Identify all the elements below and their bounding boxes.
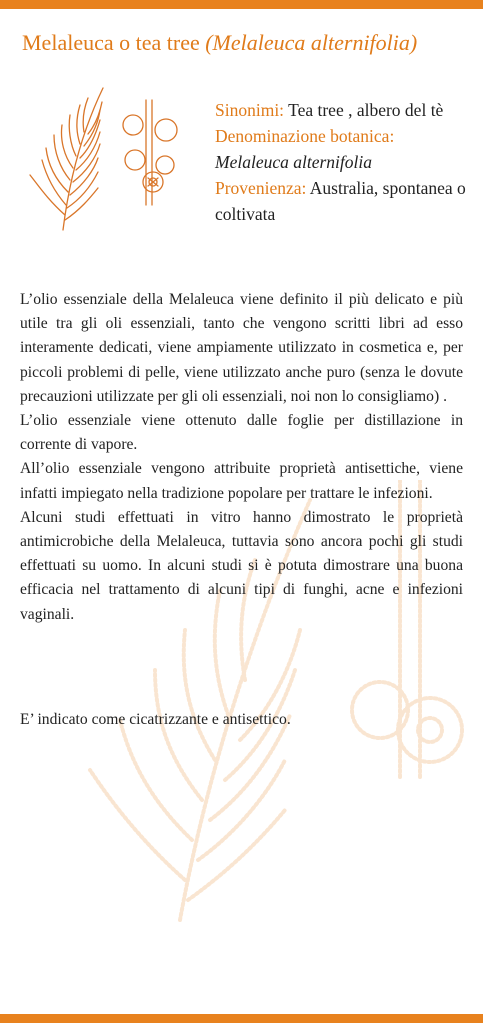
plant-info: [215, 97, 470, 227]
sinonimi-value: Tea tree , albero del tè: [288, 100, 444, 120]
provenienza-label: Provenienza:: [215, 178, 307, 198]
paragraph-1: L’olio essenziale della Melaleuca viene definito il più delicato e più utile tra gli oli essenziali, tanto che vengono scritti libri ad esso interamente dedicati, viene ampiamente utilizzato in cosmetica e, per piccoli problemi di pelle, viene utilizzato anche puro (senza le dovute precauzioni utilizzate per gli oli essenziali, noi non lo consigliamo) .: [20, 291, 463, 405]
provenienza-value: Australia, spontanea o coltivata: [215, 178, 466, 224]
melaleuca-illustration: [18, 80, 193, 240]
paragraph-3: All’olio essenziale vengono attribuite proprietà antisettiche, viene infatti impiegato nella tradizione popolare per trattare le infezioni.: [20, 460, 463, 502]
closing-text: E’ indicato come cicatrizzante e antisettico.: [20, 711, 291, 728]
description-text: [20, 288, 463, 627]
sinonimi-label: Sinonimi:: [215, 100, 285, 120]
denominazione-label: Denominazione botanica:: [215, 126, 395, 146]
sinonimi-row: [215, 97, 470, 123]
page-title: [22, 30, 472, 56]
title-common-name: Melaleuca o tea tree: [22, 30, 200, 55]
paragraph-4: Alcuni studi effettuati in vitro hanno dimostrato le proprietà antimicrobiche della Melaleuca, tuttavia sono ancora pochi gli studi effettuati su uomo. In alcuni studi si è potuta dimostrare una buona efficacia nel trattamento di alcuni tipi di funghi, acne e infezioni vaginali.: [20, 508, 463, 623]
paragraph-2: L’olio essenziale viene ottenuto dalle foglie per distillazione in corrente di vapore.: [20, 412, 463, 454]
bottom-accent-bar: [0, 1014, 483, 1023]
provenienza-row: [215, 175, 470, 227]
title-botanical-name: (Melaleuca alternifolia): [205, 30, 418, 55]
denominazione-value: Melaleuca alternifolia: [215, 152, 372, 172]
top-accent-bar: [0, 0, 483, 9]
